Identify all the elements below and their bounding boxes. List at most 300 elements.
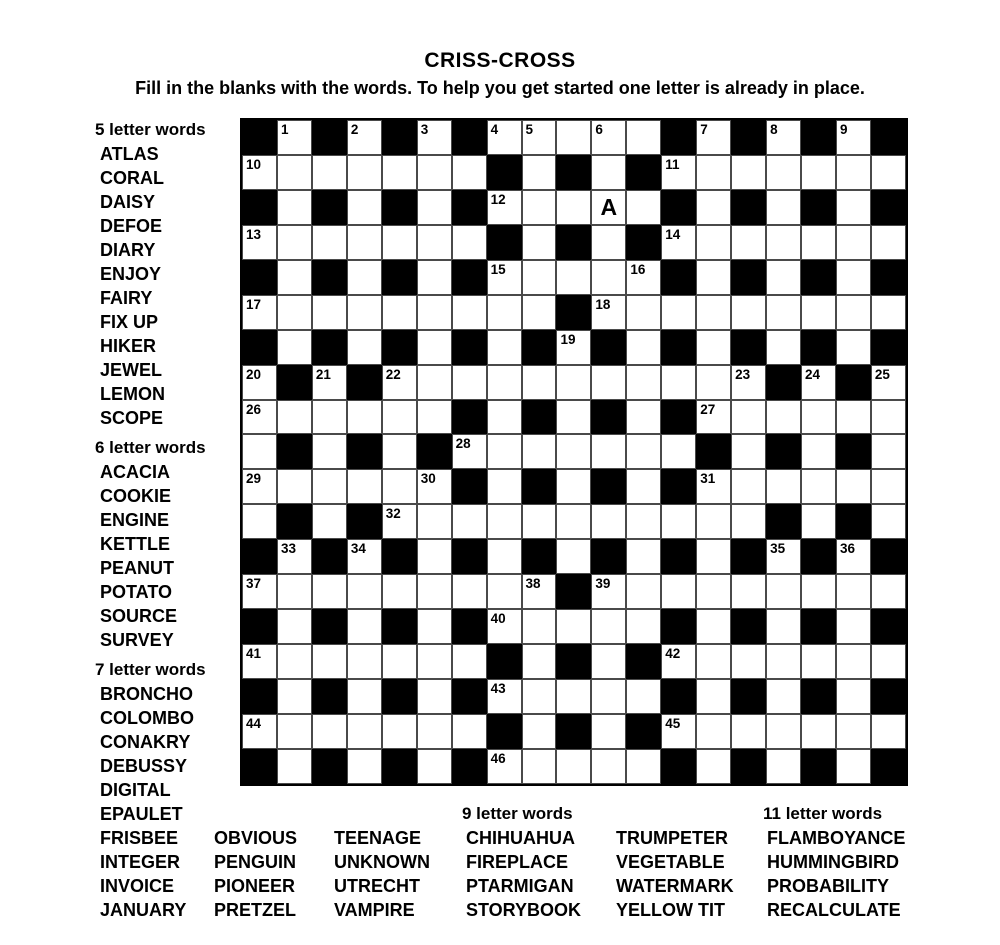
- grid-cell-white[interactable]: [801, 400, 836, 435]
- grid-cell-white[interactable]: [487, 539, 522, 574]
- grid-cell-white[interactable]: [242, 365, 277, 400]
- grid-cell-white[interactable]: [661, 644, 696, 679]
- grid-cell-white[interactable]: [766, 260, 801, 295]
- word-list-item: CORAL: [100, 168, 164, 188]
- grid-cell-white[interactable]: [487, 679, 522, 714]
- grid-cell-white[interactable]: [382, 434, 417, 469]
- grid-cell-white[interactable]: [836, 539, 871, 574]
- bottom-word-column: [763, 801, 905, 922]
- grid-cell-white[interactable]: [871, 434, 906, 469]
- grid-cell-white[interactable]: [836, 644, 871, 679]
- grid-cell-white[interactable]: [347, 400, 382, 435]
- grid-cell-white[interactable]: [871, 225, 906, 260]
- grid-cell-white[interactable]: [347, 609, 382, 644]
- grid-cell-white[interactable]: [801, 434, 836, 469]
- grid-cell-white[interactable]: [347, 330, 382, 365]
- grid-cell-white[interactable]: [417, 400, 452, 435]
- grid-cell-white[interactable]: [591, 434, 626, 469]
- grid-cell-white[interactable]: [766, 644, 801, 679]
- grid-cell-white[interactable]: [522, 190, 557, 225]
- grid-cell-white[interactable]: [417, 749, 452, 784]
- grid-cell-white[interactable]: [452, 714, 487, 749]
- grid-cell-white[interactable]: [487, 365, 522, 400]
- grid-cell-white[interactable]: [661, 574, 696, 609]
- grid-cell-black: [382, 260, 417, 295]
- grid-cell-white[interactable]: [801, 574, 836, 609]
- grid-cell-white[interactable]: [696, 295, 731, 330]
- grid-cell-white[interactable]: [661, 434, 696, 469]
- grid-cell-white[interactable]: [312, 644, 347, 679]
- grid-cell-white[interactable]: [522, 155, 557, 190]
- grid-cell-white[interactable]: [417, 644, 452, 679]
- grid-cell-white[interactable]: [696, 190, 731, 225]
- cell-number: 19: [560, 331, 576, 347]
- grid-cell-white[interactable]: [731, 400, 766, 435]
- word-list-section: [95, 436, 245, 652]
- grid-cell-white[interactable]: [382, 504, 417, 539]
- grid-cell-white[interactable]: [417, 539, 452, 574]
- grid-cell-white[interactable]: [731, 504, 766, 539]
- grid-cell-white[interactable]: [696, 260, 731, 295]
- grid-cell-white[interactable]: [696, 365, 731, 400]
- grid-cell-white[interactable]: [696, 469, 731, 504]
- grid-cell-white[interactable]: [417, 260, 452, 295]
- grid-cell-white[interactable]: [836, 225, 871, 260]
- grid-cell-white[interactable]: [277, 574, 312, 609]
- grid-cell-white[interactable]: [242, 400, 277, 435]
- grid-cell-white[interactable]: [556, 609, 591, 644]
- grid-cell-white[interactable]: [556, 749, 591, 784]
- grid-cell-white[interactable]: [312, 155, 347, 190]
- grid-cell-white[interactable]: [696, 225, 731, 260]
- grid-cell-white[interactable]: [417, 679, 452, 714]
- grid-cell-white[interactable]: [801, 155, 836, 190]
- grid-cell-black: [312, 539, 347, 574]
- grid-cell-white[interactable]: [591, 504, 626, 539]
- grid-cell-white[interactable]: [836, 120, 871, 155]
- grid-cell-black: [731, 749, 766, 784]
- grid-cell-white[interactable]: [871, 574, 906, 609]
- grid-cell-white[interactable]: [871, 295, 906, 330]
- grid-cell-white[interactable]: [417, 714, 452, 749]
- grid-cell-white[interactable]: [522, 749, 557, 784]
- grid-cell-white[interactable]: [417, 120, 452, 155]
- grid-cell-white[interactable]: [766, 120, 801, 155]
- grid-cell-white[interactable]: [382, 714, 417, 749]
- word-list-item: POTATO: [100, 582, 172, 602]
- grid-cell-white[interactable]: [661, 225, 696, 260]
- grid-cell-black: [382, 679, 417, 714]
- grid-cell-white[interactable]: [487, 574, 522, 609]
- grid-cell-white[interactable]: [522, 679, 557, 714]
- grid-cell-white[interactable]: [242, 469, 277, 504]
- grid-cell-white[interactable]: [801, 714, 836, 749]
- grid-cell-white[interactable]: [556, 469, 591, 504]
- grid-cell-white[interactable]: [871, 469, 906, 504]
- grid-cell-white[interactable]: [801, 644, 836, 679]
- grid-cell-white[interactable]: [312, 469, 347, 504]
- grid-cell-white[interactable]: [277, 295, 312, 330]
- grid-cell-white[interactable]: [522, 260, 557, 295]
- grid-cell-white[interactable]: [626, 120, 661, 155]
- grid-cell-white[interactable]: [766, 539, 801, 574]
- grid-cell-white[interactable]: [591, 574, 626, 609]
- grid-cell-white[interactable]: [801, 225, 836, 260]
- grid-cell-white[interactable]: [626, 574, 661, 609]
- grid-cell-white[interactable]: [312, 504, 347, 539]
- grid-cell-white[interactable]: [452, 434, 487, 469]
- grid-cell-white[interactable]: [487, 330, 522, 365]
- grid-cell-black: [801, 749, 836, 784]
- grid-cell-white[interactable]: [382, 644, 417, 679]
- grid-cell-white[interactable]: [277, 225, 312, 260]
- grid-cell-white[interactable]: [591, 120, 626, 155]
- cell-number: 20: [246, 366, 262, 382]
- grid-cell-white[interactable]: [731, 434, 766, 469]
- grid-cell-black: [731, 330, 766, 365]
- grid-cell-white[interactable]: [591, 609, 626, 644]
- grid-cell-white[interactable]: [626, 504, 661, 539]
- grid-cell-white[interactable]: [626, 749, 661, 784]
- grid-cell-white[interactable]: [417, 225, 452, 260]
- grid-cell-black: [242, 749, 277, 784]
- grid-cell-black: [556, 155, 591, 190]
- grid-cell-white[interactable]: [452, 644, 487, 679]
- grid-cell-white[interactable]: [417, 469, 452, 504]
- grid-cell-black: [731, 120, 766, 155]
- grid-cell-white[interactable]: [277, 190, 312, 225]
- grid-cell-white[interactable]: [696, 504, 731, 539]
- grid-cell-white[interactable]: [417, 365, 452, 400]
- word-list-section: [95, 118, 245, 430]
- grid-cell-black: [277, 504, 312, 539]
- grid-cell-white[interactable]: [766, 295, 801, 330]
- grid-cell-black: [242, 260, 277, 295]
- grid-cell-white[interactable]: [382, 155, 417, 190]
- grid-cell-white[interactable]: [347, 120, 382, 155]
- grid-cell-white[interactable]: [417, 295, 452, 330]
- grid-cell-white[interactable]: [277, 749, 312, 784]
- cell-number: 39: [595, 576, 611, 592]
- grid-cell-white[interactable]: [417, 190, 452, 225]
- grid-cell-white[interactable]: [277, 469, 312, 504]
- grid-cell-white[interactable]: [591, 679, 626, 714]
- cell-number: 7: [700, 122, 708, 137]
- grid-cell-white[interactable]: [382, 400, 417, 435]
- grid-cell-white[interactable]: [731, 225, 766, 260]
- grid-cell-white[interactable]: [766, 714, 801, 749]
- grid-cell-white[interactable]: [766, 679, 801, 714]
- grid-cell-white[interactable]: [556, 539, 591, 574]
- grid-cell-white[interactable]: [487, 120, 522, 155]
- word-list-header: 5 letter words: [95, 120, 206, 139]
- grid-cell-white[interactable]: [836, 400, 871, 435]
- grid-cell-white[interactable]: [731, 574, 766, 609]
- grid-cell-white[interactable]: [556, 330, 591, 365]
- grid-cell-white[interactable]: [591, 190, 626, 225]
- grid-cell-white[interactable]: [487, 400, 522, 435]
- grid-cell-white[interactable]: [556, 190, 591, 225]
- grid-cell-white[interactable]: [382, 365, 417, 400]
- grid-cell-white[interactable]: [347, 260, 382, 295]
- grid-cell-white[interactable]: [242, 225, 277, 260]
- grid-cell-white[interactable]: [801, 504, 836, 539]
- grid-cell-black: [836, 504, 871, 539]
- grid-cell-white[interactable]: [591, 155, 626, 190]
- word-list-item: DAISY: [100, 192, 156, 212]
- grid-cell-white[interactable]: [382, 574, 417, 609]
- grid-cell-white[interactable]: [522, 365, 557, 400]
- grid-cell-white[interactable]: [312, 434, 347, 469]
- grid-cell-white[interactable]: [522, 225, 557, 260]
- grid-cell-white[interactable]: [522, 434, 557, 469]
- grid-cell-white[interactable]: [871, 504, 906, 539]
- grid-cell-white[interactable]: [347, 469, 382, 504]
- grid-cell-white[interactable]: [766, 155, 801, 190]
- grid-cell-white[interactable]: [591, 260, 626, 295]
- grid-cell-white[interactable]: [661, 295, 696, 330]
- grid-cell-white[interactable]: [731, 155, 766, 190]
- grid-cell-white[interactable]: [696, 714, 731, 749]
- grid-cell-white[interactable]: [347, 295, 382, 330]
- grid-cell-white[interactable]: [242, 155, 277, 190]
- grid-cell-white[interactable]: [836, 190, 871, 225]
- grid-cell-white[interactable]: [766, 190, 801, 225]
- grid-cell-white[interactable]: [836, 295, 871, 330]
- grid-cell-white[interactable]: [836, 679, 871, 714]
- grid-cell-white[interactable]: [626, 330, 661, 365]
- grid-cell-white[interactable]: [661, 155, 696, 190]
- grid-cell-white[interactable]: [591, 225, 626, 260]
- grid-cell-white[interactable]: [347, 539, 382, 574]
- cell-number: 41: [246, 646, 262, 662]
- grid-cell-white[interactable]: [696, 679, 731, 714]
- grid-cell-white[interactable]: [626, 400, 661, 435]
- grid-cell-white[interactable]: [591, 714, 626, 749]
- grid-cell-white[interactable]: [696, 574, 731, 609]
- grid-cell-white[interactable]: [696, 400, 731, 435]
- grid-cell-white[interactable]: [522, 609, 557, 644]
- grid-cell-white[interactable]: [766, 225, 801, 260]
- grid-cell-white[interactable]: [452, 574, 487, 609]
- grid-cell-white[interactable]: [871, 714, 906, 749]
- grid-cell-white[interactable]: [487, 469, 522, 504]
- grid-cell-white[interactable]: [696, 644, 731, 679]
- grid-cell-white[interactable]: [626, 365, 661, 400]
- word-list-item: VAMPIRE: [334, 900, 415, 920]
- grid-cell-white[interactable]: [836, 469, 871, 504]
- grid-cell-white[interactable]: [277, 400, 312, 435]
- grid-cell-white[interactable]: [347, 714, 382, 749]
- grid-cell-white[interactable]: [452, 225, 487, 260]
- grid-cell-white[interactable]: [452, 504, 487, 539]
- grid-cell-white[interactable]: [871, 365, 906, 400]
- grid-cell-white[interactable]: [591, 295, 626, 330]
- grid-cell-white[interactable]: [347, 155, 382, 190]
- grid-cell-white[interactable]: [696, 539, 731, 574]
- grid-cell-white[interactable]: [452, 365, 487, 400]
- grid-cell-white[interactable]: [626, 295, 661, 330]
- grid-cell-white[interactable]: [277, 330, 312, 365]
- grid-cell-white[interactable]: [626, 609, 661, 644]
- grid-cell-white[interactable]: [312, 400, 347, 435]
- grid-cell-white[interactable]: [277, 644, 312, 679]
- grid-cell-white[interactable]: [696, 120, 731, 155]
- grid-cell-white[interactable]: [242, 714, 277, 749]
- grid-cell-white[interactable]: [626, 190, 661, 225]
- word-list-header-spacer: [330, 801, 430, 826]
- grid-cell-white[interactable]: [766, 400, 801, 435]
- grid-cell-white[interactable]: [871, 400, 906, 435]
- grid-cell-white[interactable]: [556, 400, 591, 435]
- grid-cell-white[interactable]: [591, 365, 626, 400]
- grid-cell-white[interactable]: [556, 434, 591, 469]
- grid-cell-white[interactable]: [836, 749, 871, 784]
- grid-cell-white[interactable]: [591, 749, 626, 784]
- cell-number: 45: [665, 715, 681, 731]
- grid-cell-white[interactable]: [312, 295, 347, 330]
- grid-cell-white[interactable]: [277, 609, 312, 644]
- grid-cell-white[interactable]: [522, 120, 557, 155]
- grid-cell-white[interactable]: [626, 260, 661, 295]
- grid-cell-white[interactable]: [487, 434, 522, 469]
- grid-cell-black: [766, 504, 801, 539]
- grid-cell-white[interactable]: [277, 260, 312, 295]
- grid-cell-white[interactable]: [277, 155, 312, 190]
- grid-cell-white[interactable]: [836, 714, 871, 749]
- grid-cell-white[interactable]: [626, 434, 661, 469]
- grid-cell-white[interactable]: [452, 155, 487, 190]
- word-list-item: CHIHUAHUA: [466, 828, 575, 848]
- grid-cell-white[interactable]: [417, 504, 452, 539]
- grid-cell-white[interactable]: [347, 749, 382, 784]
- cell-number: 37: [246, 576, 262, 592]
- grid-cell-white[interactable]: [626, 679, 661, 714]
- grid-cell-white[interactable]: [487, 504, 522, 539]
- grid-cell-white[interactable]: [731, 644, 766, 679]
- grid-cell-white[interactable]: [242, 574, 277, 609]
- grid-cell-white[interactable]: [661, 504, 696, 539]
- grid-cell-white[interactable]: [487, 260, 522, 295]
- grid-cell-white[interactable]: [591, 644, 626, 679]
- grid-cell-white[interactable]: [766, 330, 801, 365]
- grid-cell-white[interactable]: [836, 330, 871, 365]
- grid-cell-white[interactable]: [801, 469, 836, 504]
- grid-cell-white[interactable]: [312, 714, 347, 749]
- grid-cell-white[interactable]: [347, 644, 382, 679]
- grid-cell-white[interactable]: [417, 330, 452, 365]
- grid-cell-white[interactable]: [556, 504, 591, 539]
- grid-cell-white[interactable]: [242, 295, 277, 330]
- grid-cell-white[interactable]: [382, 225, 417, 260]
- grid-cell-white[interactable]: [347, 679, 382, 714]
- grid-cell-white[interactable]: [487, 295, 522, 330]
- word-list-item: PEANUT: [100, 558, 175, 578]
- grid-cell-white[interactable]: [731, 295, 766, 330]
- grid-cell-white[interactable]: [522, 714, 557, 749]
- grid-cell-white[interactable]: [696, 749, 731, 784]
- grid-cell-white[interactable]: [347, 190, 382, 225]
- word-list-item: TEENAGE: [334, 828, 422, 848]
- grid-cell-white[interactable]: [556, 260, 591, 295]
- grid-cell-black: [661, 539, 696, 574]
- grid-cell-white[interactable]: [522, 644, 557, 679]
- grid-cell-white[interactable]: [277, 679, 312, 714]
- grid-cell-white[interactable]: [871, 644, 906, 679]
- grid-cell-white[interactable]: [836, 155, 871, 190]
- grid-cell-white[interactable]: [556, 365, 591, 400]
- grid-cell-black: [801, 190, 836, 225]
- grid-cell-white[interactable]: [801, 365, 836, 400]
- grid-cell-white[interactable]: [661, 714, 696, 749]
- grid-cell-white[interactable]: [836, 574, 871, 609]
- grid-cell-white[interactable]: [417, 155, 452, 190]
- grid-cell-white[interactable]: [661, 365, 696, 400]
- cell-number: 5: [525, 122, 534, 137]
- grid-cell-white[interactable]: [277, 714, 312, 749]
- grid-cell-white[interactable]: [522, 504, 557, 539]
- cell-number: 13: [246, 226, 262, 242]
- grid-cell-white[interactable]: [522, 295, 557, 330]
- grid-cell-black: [522, 539, 557, 574]
- grid-cell-white[interactable]: [312, 225, 347, 260]
- grid-cell-white[interactable]: [766, 749, 801, 784]
- grid-cell-black: [347, 365, 382, 400]
- grid-cell-white[interactable]: [487, 749, 522, 784]
- grid-cell-white[interactable]: [277, 120, 312, 155]
- grid-cell-white[interactable]: [417, 574, 452, 609]
- grid-cell-white[interactable]: [696, 155, 731, 190]
- grid-cell-white[interactable]: [801, 295, 836, 330]
- grid-cell-white[interactable]: [871, 155, 906, 190]
- grid-cell-white[interactable]: [312, 574, 347, 609]
- grid-cell-white[interactable]: [242, 644, 277, 679]
- grid-cell-white[interactable]: [766, 469, 801, 504]
- grid-cell-white[interactable]: [556, 120, 591, 155]
- grid-cell-white[interactable]: [731, 365, 766, 400]
- grid-cell-white[interactable]: [696, 609, 731, 644]
- grid-cell-white[interactable]: [242, 504, 277, 539]
- grid-cell-white[interactable]: [731, 469, 766, 504]
- cell-number: 23: [735, 366, 751, 382]
- grid-cell-white[interactable]: [522, 574, 557, 609]
- grid-cell-white[interactable]: [452, 295, 487, 330]
- grid-cell-white[interactable]: [277, 539, 312, 574]
- grid-cell-white[interactable]: [836, 260, 871, 295]
- grid-cell-black: [871, 679, 906, 714]
- grid-cell-white[interactable]: [626, 469, 661, 504]
- grid-cell-white[interactable]: [766, 609, 801, 644]
- cell-number: 27: [700, 401, 716, 417]
- grid-cell-white[interactable]: [696, 330, 731, 365]
- cell-number: 46: [490, 750, 506, 766]
- grid-cell-white[interactable]: [347, 574, 382, 609]
- grid-cell-white[interactable]: [347, 225, 382, 260]
- grid-cell-white[interactable]: [731, 714, 766, 749]
- grid-cell-black: [766, 365, 801, 400]
- grid-cell-white[interactable]: [417, 609, 452, 644]
- grid-cell-white[interactable]: [487, 190, 522, 225]
- grid-cell-white[interactable]: [836, 609, 871, 644]
- grid-cell-white[interactable]: [487, 609, 522, 644]
- grid-cell-white[interactable]: [312, 365, 347, 400]
- grid-cell-white[interactable]: [242, 434, 277, 469]
- grid-cell-white[interactable]: [766, 574, 801, 609]
- grid-cell-white[interactable]: [382, 469, 417, 504]
- grid-cell-white[interactable]: [556, 679, 591, 714]
- grid-cell-white[interactable]: [626, 539, 661, 574]
- grid-cell-white[interactable]: [382, 295, 417, 330]
